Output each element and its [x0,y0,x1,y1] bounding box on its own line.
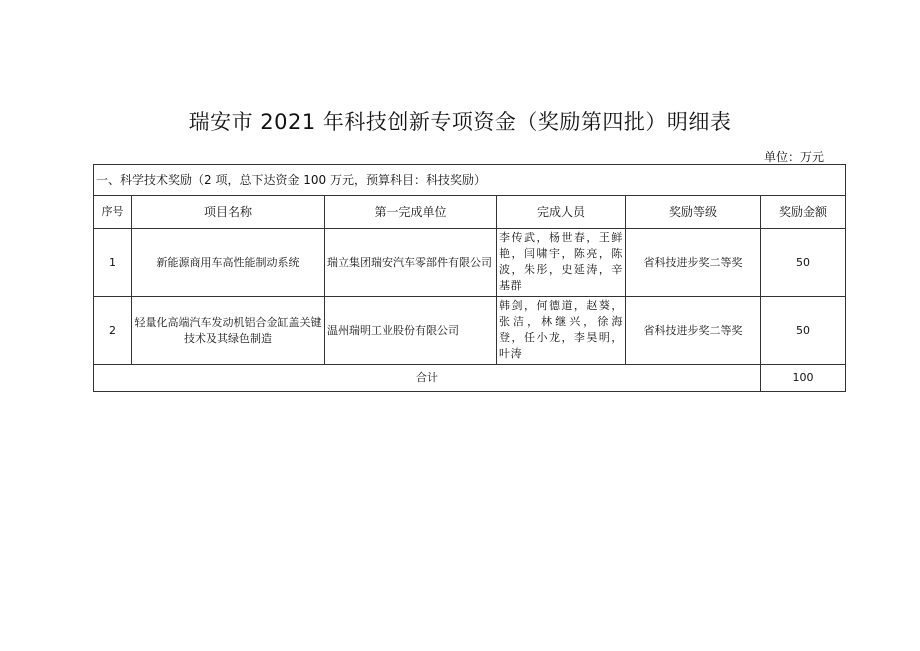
header-row [94,196,846,229]
row-project: 轻量化高端汽车发动机铝合金缸盖关键技术及其绿色制造 [132,297,325,365]
row-amount: 50 [761,297,846,365]
total-label: 合计 [94,365,761,392]
row-amount: 50 [761,229,846,297]
header-persons: 完成人员 [497,196,626,229]
row-unit: 瑞立集团瑞安汽车零部件有限公司 [325,229,497,297]
row-level: 省科技进步奖二等奖 [626,229,761,297]
unit-label: 单位：万元 [763,150,824,164]
table-row [94,297,846,365]
header-amount: 奖励金额 [761,196,846,229]
row-seq: 2 [94,297,132,365]
row-level: 省科技进步奖二等奖 [626,297,761,365]
header-seq: 序号 [94,196,132,229]
header-unit: 第一完成单位 [325,196,497,229]
row-persons: 韩剑，何德道，赵葵，张洁，林继兴，徐海登，任小龙，李昊明，叶涛 [497,297,626,365]
total-row [94,365,846,392]
page-title: 瑞安市 2021 年科技创新专项资金（奖励第四批）明细表 [188,110,732,134]
row-persons: 李传武，杨世春，王鲜艳，闫啸宇，陈亮，陈波，朱彤，史延涛，辛基群 [497,229,626,297]
table-row [94,229,846,297]
detail-table [93,164,846,392]
total-amount: 100 [761,365,846,392]
section-heading: 一、科学技术奖励（2 项，总下达资金 100 万元，预算科目：科技奖励） [94,165,846,196]
header-level: 奖励等级 [626,196,761,229]
row-unit: 温州瑞明工业股份有限公司 [325,297,497,365]
section-row [94,165,846,196]
row-project: 新能源商用车高性能制动系统 [132,229,325,297]
header-project: 项目名称 [132,196,325,229]
row-seq: 1 [94,229,132,297]
